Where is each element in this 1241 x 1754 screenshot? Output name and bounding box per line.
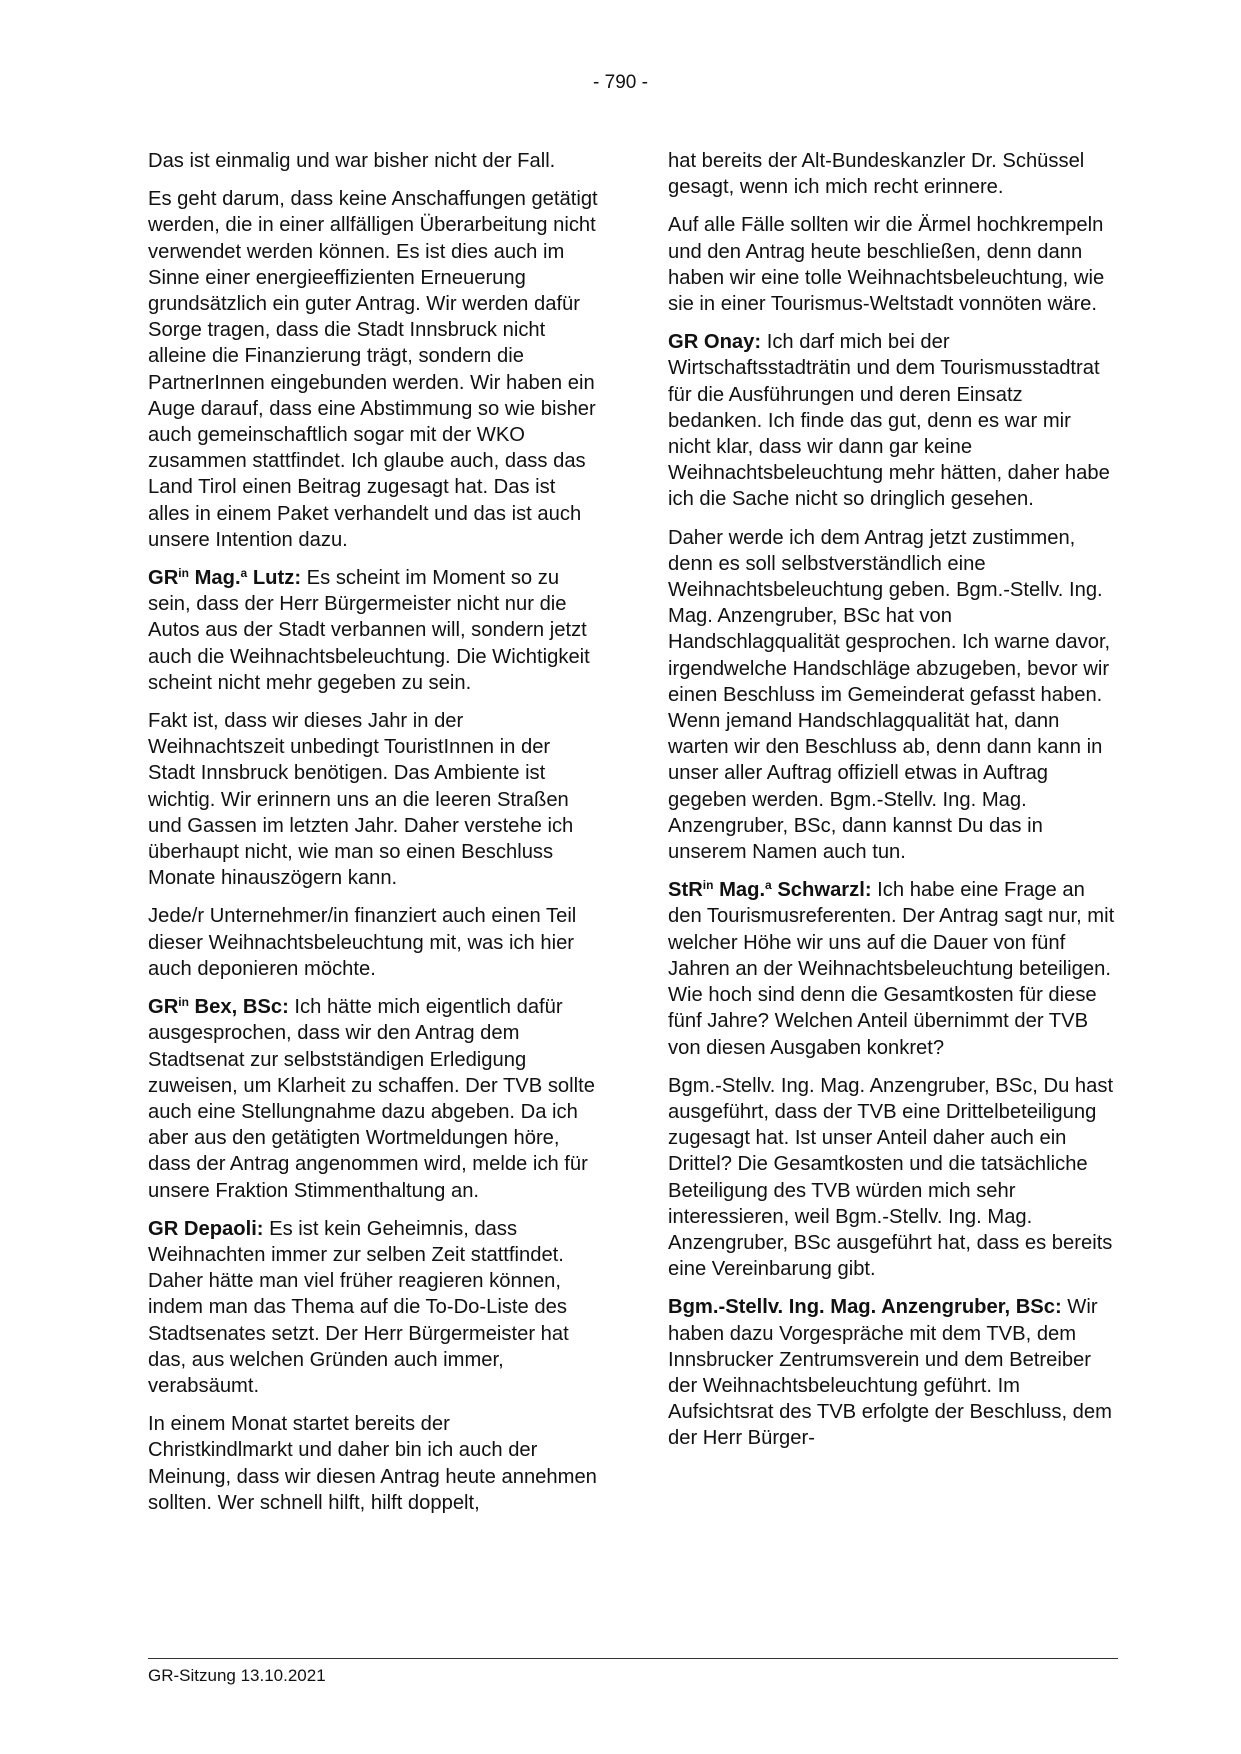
speaker-name: Bgm.-Stellv. Ing. Mag. Anzengruber, BSc: [668, 1296, 1062, 1319]
paragraph [668, 212, 1118, 317]
speaker-name: GR Onay: [668, 331, 762, 354]
paragraph [668, 877, 1118, 1060]
speaker-name: $GR^{in}$ Mag.$^a$ Lutz: [148, 566, 302, 590]
paragraph-text: In einem Monat startet bereits der Christkindlmarkt und daher bin ich auch der Meinung, dass wir diesen Antrag heute annehmen sollten. Wer schnell hilft, hilft doppelt, [148, 1413, 597, 1514]
paragraph-text: Das ist einmalig und war bisher nicht der Fall. [148, 150, 556, 172]
paragraph [148, 565, 598, 696]
speaker-name: GR Depaoli: [148, 1217, 264, 1240]
footer: GR-Sitzung 13.10.2021 [148, 1666, 326, 1685]
paragraph-text: Daher werde ich dem Antrag jetzt zustimmen, denn es soll selbstverständlich eine Weihnachtsbeleuchtung geben. Bgm.-Stellv. Ing. Mag. Anzengruber, BSc hat von Handschlagqualität gesprochen. Ich warne davor, irgendwelche Handschläge abzugeben, bevor wir einen Beschluss im Gemeinderat gefasst haben. Wenn jemand Handschlagqualität hat, dann warten wir den Beschluss ab, denn dann kann in unser aller Auftrag offiziell etwas in Auftrag gegeben werden. Bgm.-Stellv. Ing. Mag. Anzengruber, BSc, dann kannst Du das in unserem Namen auch tun. [668, 526, 1111, 864]
page-number: - 790 - [593, 72, 648, 93]
paragraph [668, 1073, 1118, 1283]
footer-divider [148, 1658, 1118, 1659]
paragraph-text: Es scheint im Moment so zu sein, dass der Herr Bürgermeister nicht nur die Autos aus der Stadt verbannen will, sondern jetzt auch die Weihnachtsbeleuchtung. Die Wichtigkeit scheint nicht mehr gegeben zu sein. [148, 567, 590, 694]
paragraph [148, 994, 598, 1204]
paragraph-text: Ich habe eine Frage an den Tourismusreferenten. Der Antrag sagt nur, mit welcher Höhe wir uns auf die Dauer von fünf Jahren an der Weihnachtsbeleuchtung beteiligen. Wie hoch sind denn die Gesamtkosten für diese fünf Jahre? Welchen Anteil übernimmt der TVB von diesen Ausgaben konkret? [668, 879, 1115, 1059]
paragraph [668, 329, 1118, 512]
speaker-name: $GR^{in}$ Bex, BSc: [148, 995, 289, 1019]
paragraph-text: hat bereits der Alt-Bundeskanzler Dr. Schüssel gesagt, wenn ich mich recht erinnere. [668, 150, 1085, 199]
right-column [668, 148, 1118, 1464]
paragraph-text: Es geht darum, dass keine Anschaffungen getätigt werden, die in einer allfälligen Überarbeitung nicht verwendet werden können. Es ist dies auch im Sinne einer energieeffizienten Erneuerung grundsätzlich ein guter Antrag. Wir werden dafür Sorge tragen, dass die Stadt Innsbruck nicht alleine die Finanzierung trägt, sondern die PartnerInnen eingebunden werden. Wir haben ein Auge darauf, dass eine Abstimmung so wie bisher auch gemeinschaftlich sogar mit der WKO zusammen stattfindet. Ich glaube auch, dass das Land Tirol einen Beitrag zugesagt hat. Das ist alles in einem Paket verhandelt und das ist auch unsere Intention dazu. [148, 188, 598, 551]
paragraph-text: Ich darf mich bei der Wirtschaftsstadträtin und dem Tourismusstadtrat für die Ausführungen und deren Einsatz bedanken. Ich finde das gut, denn es war mir nicht klar, dass wir dann gar keine Weihnachtsbeleuchtung mehr hätten, daher habe ich die Sache nicht so dringlich gesehen. [668, 331, 1110, 511]
left-column [148, 148, 598, 1528]
paragraph [148, 1216, 598, 1399]
paragraph [148, 1411, 598, 1516]
paragraph-text: Ich hätte mich eigentlich dafür ausgesprochen, dass wir den Antrag dem Stadtsenat zur selbstständigen Erledigung zuweisen, um Klarheit zu schaffen. Der TVB sollte auch eine Stellungnahme dazu abgeben. Da ich aber aus den getätigten Wortmeldungen höre, dass der Antrag angenommen wird, melde ich für unsere Fraktion Stimmenthaltung an. [148, 996, 595, 1202]
paragraph-text: Bgm.-Stellv. Ing. Mag. Anzengruber, BSc, Du hast ausgeführt, dass der TVB eine Drittelbeteiligung zugesagt hat. Ist unser Anteil daher auch ein Drittel? Die Gesamtkosten und die tatsächliche Beteiligung des TVB würden mich sehr interessieren, weil Bgm.-Stellv. Ing. Mag. Anzengruber, BSc ausgeführt hat, dass es bereits eine Vereinbarung gibt. [668, 1074, 1114, 1281]
paragraph [148, 148, 598, 174]
paragraph-text: Auf alle Fälle sollten wir die Ärmel hochkrempeln und den Antrag heute beschließen, denn dann haben wir eine tolle Weihnachtsbeleuchtung, wie sie in einer Tourismus-Weltstadt vonnöten wäre. [668, 214, 1105, 316]
paragraph [668, 1294, 1118, 1451]
paragraph-text: Es ist kein Geheimnis, dass Weihnachten immer zur selben Zeit stattfindet. Daher hätte man viel früher reagieren können, indem man das Thema auf die To-Do-Liste des Stadtsenates setzt. Der Herr Bürgermeister hat das, aus welchen Gründen auch immer, verabsäumt. [148, 1217, 569, 1397]
paragraph [668, 148, 1118, 200]
paragraph [148, 903, 598, 982]
paragraph-text: Fakt ist, dass wir dieses Jahr in der Weihnachtszeit unbedingt TouristInnen in der Stadt Innsbruck benötigen. Das Ambiente ist wichtig. Wir erinnern uns an die leeren Straßen und Gassen im letzten Jahr. Daher verstehe ich überhaupt nicht, wie man so einen Beschluss Monate hinauszögern kann. [148, 710, 574, 890]
speaker-name: StR$^{in}$ Mag.$^a$ Schwarzl: [668, 878, 872, 902]
paragraph [668, 525, 1118, 866]
paragraph-text: Wir haben dazu Vorgespräche mit dem TVB, dem Innsbrucker Zentrumsverein und dem Betreiber der Weihnachtsbeleuchtung geführt. Im Aufsichtsrat des TVB erfolgte der Beschluss, dem der Herr Bürger- [668, 1296, 1112, 1450]
paragraph [148, 708, 598, 891]
paragraph [148, 186, 598, 553]
paragraph-text: Jede/r Unternehmer/in finanziert auch einen Teil dieser Weihnachtsbeleuchtung mit, was ich hier auch deponieren möchte. [148, 905, 577, 980]
